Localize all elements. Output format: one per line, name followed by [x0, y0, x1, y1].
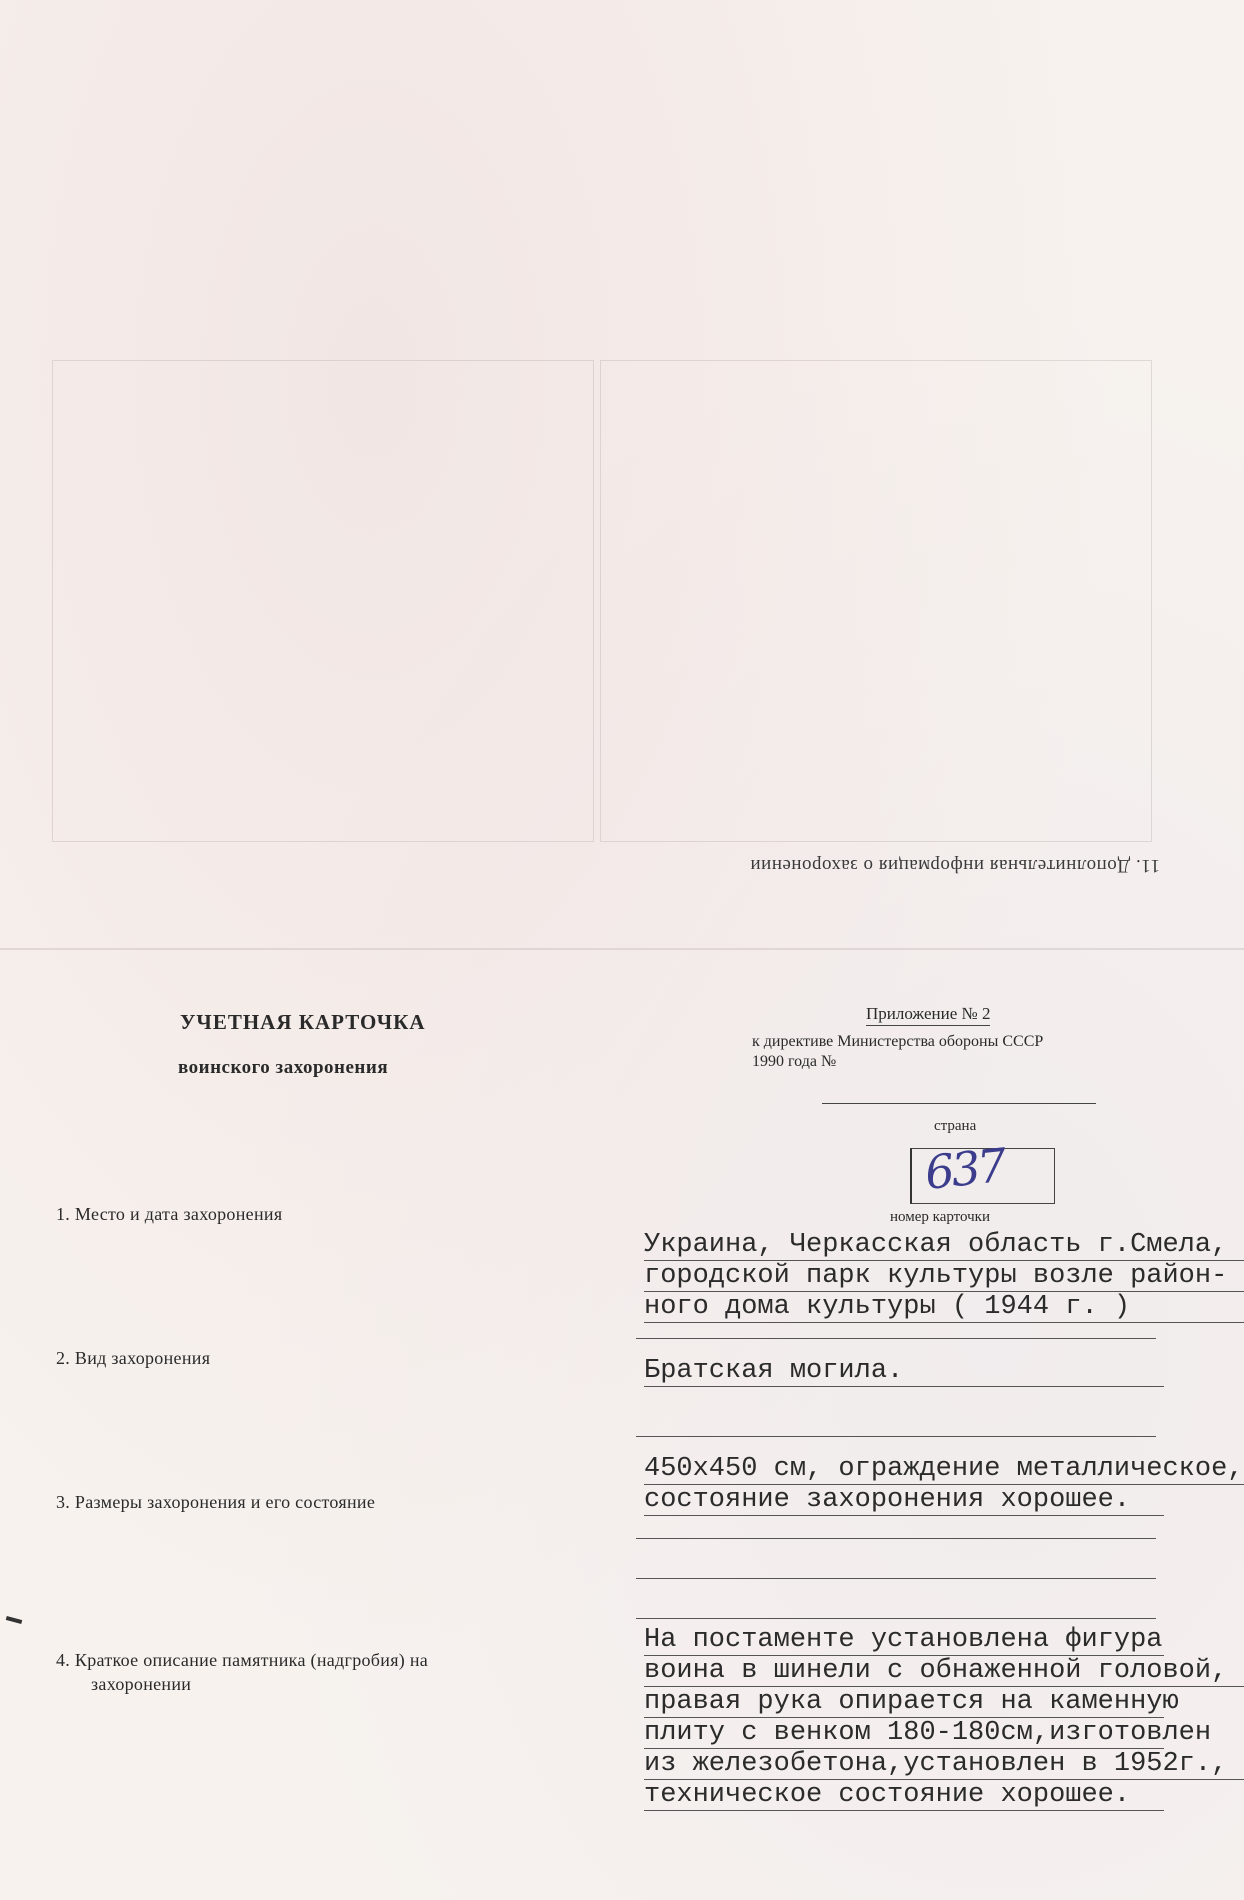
field-2-line-1: Братская могила.	[644, 1356, 1164, 1387]
field-3-blank-line-3	[636, 1618, 1156, 1619]
card-subtitle: воинского захоронения	[178, 1057, 389, 1078]
field-3-line-2: состояние захоронения хорошее.	[644, 1485, 1164, 1516]
photo-frame-left	[52, 360, 594, 842]
directive-line-1: к директиве Министерства обороны СССР	[752, 1033, 1044, 1050]
field-4-value	[644, 1625, 1244, 1811]
field-1-line-3: ного дома культуры ( 1944 г. )	[644, 1292, 1244, 1323]
field-1-value	[644, 1230, 1244, 1323]
directive-text	[752, 1032, 1152, 1072]
field-3-label: 3. Размеры захоронения и его состояние	[56, 1492, 376, 1512]
annex-label: Приложение № 2	[866, 1004, 990, 1026]
field-4-line-4: плиту с венком 180-180см,изготовлен	[644, 1718, 1212, 1748]
field-3-line-1: 450x450 см, ограждение металлическое,	[644, 1454, 1244, 1484]
field-2-label: 2. Вид захоронения	[56, 1348, 211, 1368]
field-3-blank-line-1	[636, 1538, 1156, 1539]
field-1-label: 1. Место и дата захоронения	[56, 1204, 283, 1224]
field-4-label-line-1: 4. Краткое описание памятника (надгробия) на	[56, 1650, 429, 1670]
field-4-line-3: правая рука опирается на каменную	[644, 1687, 1179, 1717]
card-number-handwritten: 637	[922, 1138, 1007, 1200]
card-number-label: номер карточки	[890, 1209, 990, 1225]
card-title: УЧЕТНАЯ КАРТОЧКА	[180, 1010, 426, 1034]
field-4-line-6: техническое состояние хорошее.	[644, 1780, 1164, 1811]
country-label: страна	[934, 1118, 977, 1134]
field-4-line-1: На постаменте установлена фигура	[644, 1625, 1163, 1655]
field-4-label-line-2: захоронении	[91, 1674, 192, 1694]
field-4-line-5: из железобетона,установлен в 1952г.,	[644, 1749, 1244, 1780]
field-1-line-2: городской парк культуры возле район-	[644, 1261, 1244, 1292]
field-3-blank-line-2	[636, 1578, 1156, 1579]
field-1-blank-line	[636, 1338, 1156, 1339]
section-11-upside-down: 11. Дополнительная информация о захоронении	[749, 855, 1160, 876]
directive-line-2: 1990 года №	[752, 1053, 837, 1070]
country-field-line	[822, 1103, 1096, 1104]
photo-frame-right	[600, 360, 1152, 842]
field-2-value	[644, 1356, 1244, 1387]
fold-line	[0, 948, 1244, 950]
field-4-line-2: воина в шинели с обнаженной головой,	[644, 1656, 1244, 1687]
field-2-blank-line	[636, 1436, 1156, 1437]
field-4-label	[56, 1648, 428, 1696]
field-3-value	[644, 1454, 1244, 1516]
field-1-line-1: Украина, Черкасская область г.Смела,	[644, 1230, 1244, 1261]
